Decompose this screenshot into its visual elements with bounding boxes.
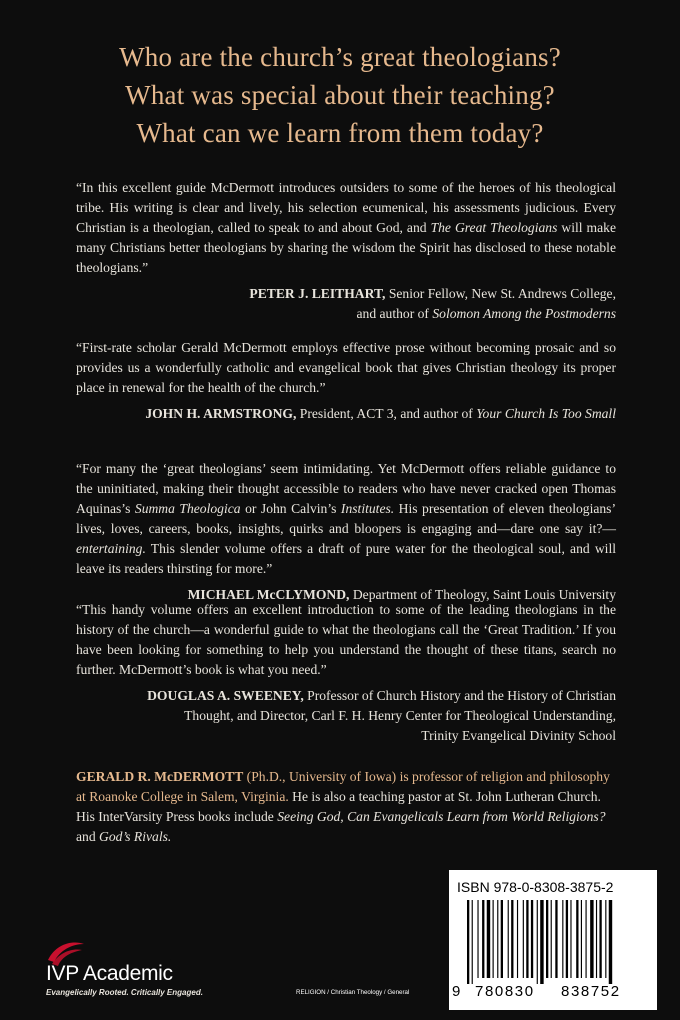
barcode-bar xyxy=(477,900,478,978)
barcode-bar xyxy=(551,900,552,978)
endorsement-2 xyxy=(76,338,616,424)
category-label: RELIGION / Christian Theology / General xyxy=(296,989,410,996)
endorsement-attribution: JOHN H. ARMSTRONG, President, ACT 3, and author of Your Church Is Too Small xyxy=(145,406,616,421)
endorsement-quote: “First-rate scholar Gerald McDermott employs effective prose without becoming prosaic and so provides us a wonderfully catholic and evangelical book that gives Christian theology its proper place in renewal for the health of the church.” xyxy=(76,340,616,395)
barcode-bar xyxy=(605,900,606,978)
barcode-box xyxy=(449,870,657,1010)
barcode-bar xyxy=(609,900,612,984)
barcode-bar xyxy=(531,900,533,978)
barcode-bar xyxy=(562,900,563,978)
barcode-bar xyxy=(508,900,509,978)
barcode-bar xyxy=(570,900,571,978)
publisher-tagline: Evangelically Rooted. Critically Engaged. xyxy=(46,988,203,997)
barcode-bar xyxy=(467,900,469,984)
barcode-bar xyxy=(599,900,601,978)
headline-line-2: What was special about their teaching? xyxy=(125,80,555,110)
author-name: GERALD R. McDERMOTT xyxy=(76,769,244,784)
endorsement-attribution: DOUGLAS A. SWEENEY, Professor of Church History and the History of Christian Thought, and Director, Carl F. H. Henry Center for Theological Understanding, Trinity Evangelical Divinity School xyxy=(147,688,616,743)
headline xyxy=(0,38,680,152)
barcode-bar xyxy=(566,900,568,978)
barcode-bars xyxy=(457,900,649,984)
barcode-bar xyxy=(581,900,582,978)
endorsement-quote: “In this excellent guide McDermott introduces outsiders to some of the heroes of his theological tribe. His writing is clear and lively, his selection ecumenical, his assessments judicious. Every Christian is a theologian, called to speak to and about God, and The Great Theologians will make many Christians better theologians by sharing the wisdom the Spirit has disclosed to these notable theologians.” xyxy=(76,180,616,275)
barcode-bar xyxy=(546,900,548,978)
isbn-label: ISBN 978-0-8308-3875-2 xyxy=(457,879,614,895)
barcode-digit-first: 9 xyxy=(452,983,462,1000)
barcode-bar xyxy=(523,900,524,978)
barcode-bar xyxy=(526,900,528,978)
endorsement-quote: “For many the ‘great theologians’ seem intimidating. Yet McDermott offers reliable guidance to the uninitiated, making their thought accessible to readers who have never cracked open Thomas Aquinas’s Summa Theologica or John Calvin’s Institutes. His presentation of eleven theologians’ lives, loves, careers, books, insights, quirks and bloopers is engaging and—dare one say it?—entertaining. This slender volume offers a draft of pure water for the theological soul, and will leave its readers thirsting for more.” xyxy=(76,461,616,576)
endorsement-4 xyxy=(76,600,616,746)
barcode-bar xyxy=(596,900,597,978)
author-credentials: (Ph.D., University of Iowa) is professor of religion and philosophy at Roanoke College in Salem, Virginia. xyxy=(76,769,610,804)
barcode-digits-left: 780830 xyxy=(475,983,535,1000)
author-bio-and: and xyxy=(76,829,100,844)
headline-line-3: What can we learn from them today? xyxy=(136,118,544,148)
barcode-bar xyxy=(482,900,484,978)
barcode-bar xyxy=(501,900,503,978)
endorsement-attribution: PETER J. LEITHART, Senior Fellow, New St. Andrews College, and author of Solomon Among the Postmoderns xyxy=(249,286,616,321)
endorser-name: JOHN H. ARMSTRONG, xyxy=(145,406,297,421)
author-bio-text: He is also a teaching pastor at St. John Lutheran Church. His InterVarsity Press books include xyxy=(76,789,601,824)
publisher-name: IVP Academic xyxy=(46,962,173,985)
endorsement-3 xyxy=(76,459,616,605)
barcode-bar xyxy=(537,900,538,984)
endorser-name: MICHAEL McCLYMOND, xyxy=(187,587,350,602)
barcode-bar xyxy=(555,900,557,978)
barcode-bar xyxy=(517,900,518,978)
barcode-digits-right: 838752 xyxy=(561,983,621,1000)
barcode-bar xyxy=(493,900,494,978)
endorsement-attribution: MICHAEL McCLYMOND, Department of Theology, Saint Louis University xyxy=(187,587,616,602)
barcode-bar xyxy=(576,900,578,978)
author-bio xyxy=(76,767,616,847)
publisher-logo xyxy=(46,938,216,998)
endorser-name: DOUGLAS A. SWEENEY, xyxy=(147,688,304,703)
barcode-bar xyxy=(487,900,490,978)
barcode-bar xyxy=(540,900,543,984)
author-book-titles: Seeing God, Can Evangelicals Learn from World Religions? xyxy=(277,809,606,824)
endorsement-quote: “This handy volume offers an excellent introduction to some of the leading theologians in the history of the church—a wonderful guide to what the theologians call the ‘Great Tradition.’ If you have been looking for something to help you understand the thought of these titans, search no further. McDermott’s book is what you need.” xyxy=(76,602,616,677)
endorser-name: PETER J. LEITHART, xyxy=(249,286,386,301)
headline-line-1: Who are the church’s great theologians? xyxy=(119,42,561,72)
barcode-bar xyxy=(511,900,513,978)
barcode-bar xyxy=(586,900,587,978)
barcode-bar xyxy=(590,900,593,978)
author-book-title: God’s Rivals. xyxy=(99,829,172,844)
endorsement-1 xyxy=(76,178,616,324)
barcode-bar xyxy=(497,900,498,978)
barcode-bar xyxy=(472,900,473,984)
